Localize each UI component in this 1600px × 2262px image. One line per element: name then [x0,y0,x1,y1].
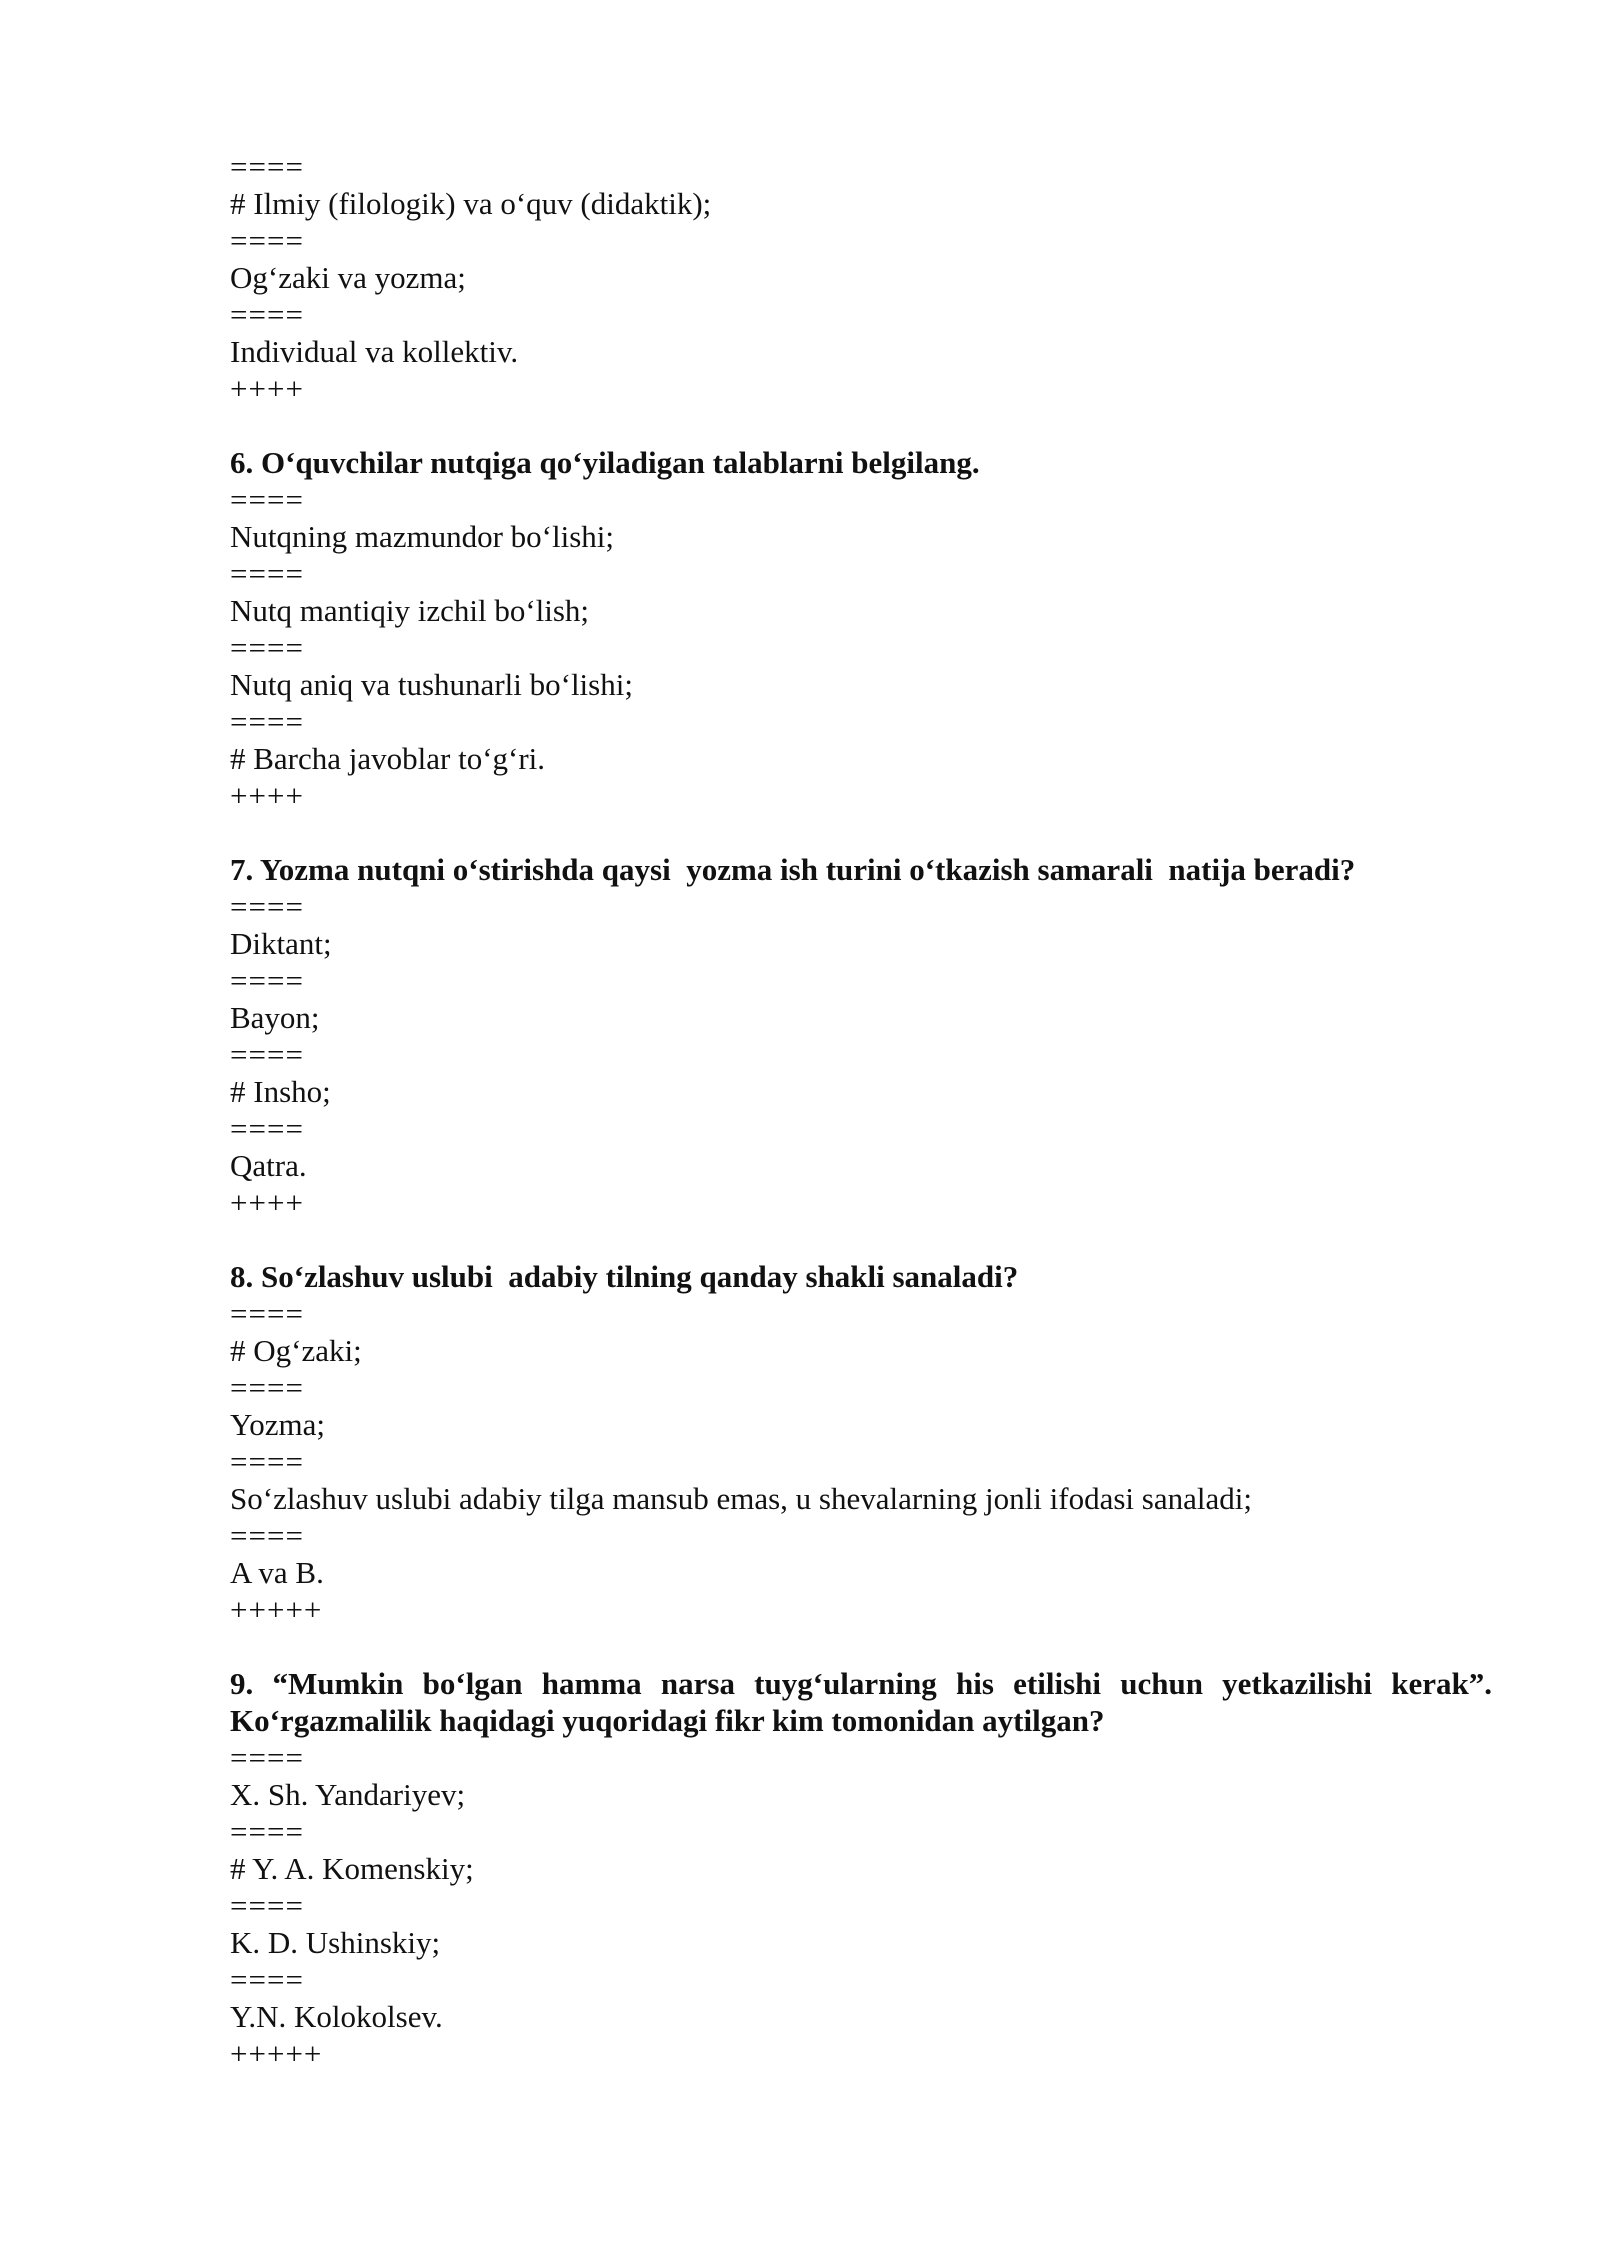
question-text: 7. Yozma nutqni o‘stirishda qaysi yozma ish turini o‘tkazish samarali natija beradi? [230,852,1356,887]
separator: ==== [230,1518,304,1553]
separator: ==== [230,1444,304,1479]
answer-option: # Barcha javoblar to‘g‘ri. [230,741,546,776]
separator: ==== [230,149,304,184]
end-marker: ++++ [230,371,304,406]
question-text-line-2: Ko‘rgazmalilik haqidagi yuqoridagi fikr kim tomonidan aytilgan? [230,1703,1105,1738]
separator: ==== [230,1370,304,1405]
block-gap [230,407,1492,444]
separator: ==== [230,1037,304,1072]
answer-option: A va B. [230,1555,324,1590]
separator: ==== [230,1888,304,1923]
answer-option: Nutq mantiqiy izchil bo‘lish; [230,593,590,628]
end-marker: ++++ [230,778,304,813]
question-text: 8. So‘zlashuv uslubi adabiy tilning qanday shakli sanaladi? [230,1259,1019,1294]
answer-option: X. Sh. Yandariyev; [230,1777,466,1812]
answer-option: Y.N. Kolokolsev. [230,1999,443,2034]
separator: ==== [230,1814,304,1849]
answer-option: Yozma; [230,1407,326,1442]
answer-option: # Y. A. Komenskiy; [230,1851,474,1886]
question-text-line-1: 9. “Mumkin bo‘lgan hamma narsa tuyg‘ularning his etilishi uchun yetkazilishi kerak”. [230,1666,1492,1701]
block-gap [230,1628,1492,1665]
block-gap [230,814,1492,851]
question-block-8 [230,1258,1492,1628]
end-marker: +++++ [230,1592,323,1627]
question-block-5-continued [230,148,1492,407]
answer-option: # Insho; [230,1074,331,1109]
answer-option: Nutqning mazmundor bo‘lishi; [230,519,615,554]
separator: ==== [230,223,304,258]
block-gap [230,1221,1492,1258]
question-block-7 [230,851,1492,1221]
answer-option: # Ilmiy (filologik) va o‘quv (didaktik); [230,186,712,221]
separator: ==== [230,1962,304,1997]
separator: ==== [230,1740,304,1775]
question-text: 6. O‘quvchilar nutqiga qo‘yiladigan talablarni belgilang. [230,445,980,480]
end-marker: +++++ [230,2036,323,2071]
separator: ==== [230,297,304,332]
answer-option: # Og‘zaki; [230,1333,362,1368]
separator: ==== [230,1296,304,1331]
answer-option: Nutq aniq va tushunarli bo‘lishi; [230,667,633,702]
separator: ==== [230,889,304,924]
separator: ==== [230,1111,304,1146]
answer-option: So‘zlashuv uslubi adabiy tilga mansub emas, u shevalarning jonli ifodasi sanaladi; [230,1481,1252,1516]
answer-option: Bayon; [230,1000,320,1035]
answer-option: Individual va kollektiv. [230,334,519,369]
answer-option: K. D. Ushinskiy; [230,1925,441,1960]
separator: ==== [230,963,304,998]
separator: ==== [230,482,304,517]
question-block-9 [230,1665,1492,2072]
question-text [230,1665,1492,1739]
separator: ==== [230,630,304,665]
end-marker: ++++ [230,1185,304,1220]
question-block-6 [230,444,1492,814]
separator: ==== [230,704,304,739]
answer-option: Og‘zaki va yozma; [230,260,466,295]
document-page [230,148,1492,2072]
answer-option: Diktant; [230,926,332,961]
separator: ==== [230,556,304,591]
answer-option: Qatra. [230,1148,307,1183]
